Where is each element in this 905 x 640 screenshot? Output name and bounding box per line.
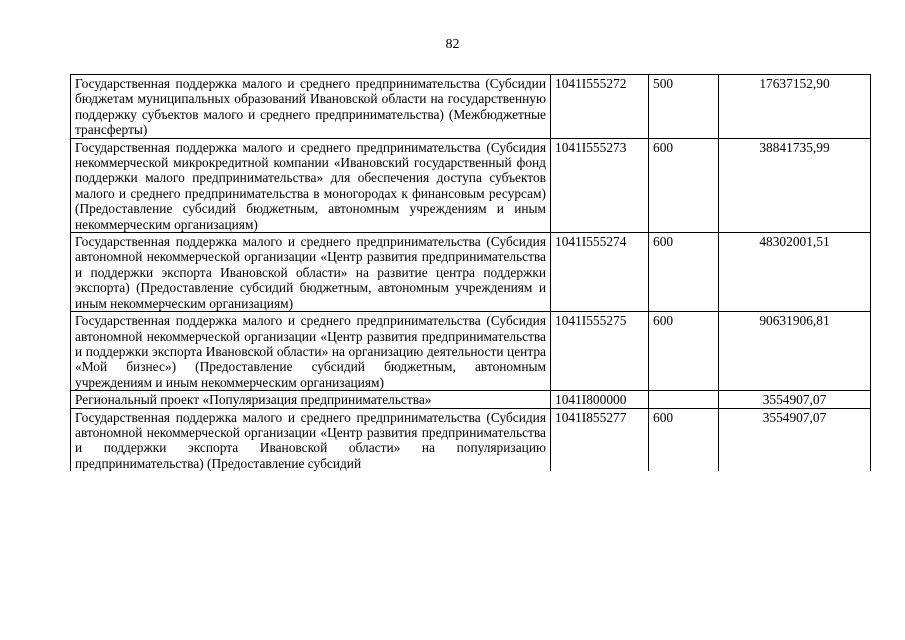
row-amount: 3554907,07 — [719, 408, 871, 471]
budget-table — [70, 74, 871, 471]
table-row — [71, 408, 871, 471]
row-expense-type: 600 — [649, 312, 719, 391]
row-amount: 48302001,51 — [719, 233, 871, 312]
row-code: 1041I800000 — [551, 391, 649, 408]
row-code: 1041I555273 — [551, 138, 649, 232]
row-expense-type: 500 — [649, 75, 719, 139]
row-amount: 90631906,81 — [719, 312, 871, 391]
row-name: Государственная поддержка малого и среднего предпринимательства (Субсидия автономной некоммерческой организации «Центр развития предпринимательства и поддержки экспорта Ивановской области» на организацию деятельности центра «Мой бизнес») (Предоставление субсидий бюджетным, автономным учреждениям и иным некоммерческим организациям) — [71, 312, 551, 391]
row-expense-type: 600 — [649, 408, 719, 471]
row-code: 1041I555272 — [551, 75, 649, 139]
page-number: 82 — [445, 37, 460, 52]
row-code: 1041I855277 — [551, 408, 649, 471]
row-name: Региональный проект «Популяризация предпринимательства» — [71, 391, 551, 408]
table-row — [71, 233, 871, 312]
row-expense-type: 600 — [649, 233, 719, 312]
table-row — [71, 138, 871, 232]
table-row — [71, 75, 871, 139]
row-name: Государственная поддержка малого и среднего предпринимательства (Субсидии бюджетам муниципальных образований Ивановской области на государственную поддержку субъектов малого и среднего предпринимательства) (Межбюджетные трансферты) — [71, 75, 551, 139]
row-name: Государственная поддержка малого и среднего предпринимательства (Субсидия автономной некоммерческой организации «Центр развития предпринимательства и поддержки экспорта Ивановской области» на развитие центра поддержки экспорта) (Предоставление субсидий бюджетным, автономным учреждениям и иным некоммерческим организациям) — [71, 233, 551, 312]
row-amount: 38841735,99 — [719, 138, 871, 232]
row-expense-type — [649, 391, 719, 408]
table-row — [71, 312, 871, 391]
row-expense-type: 600 — [649, 138, 719, 232]
row-name: Государственная поддержка малого и среднего предпринимательства (Субсидия некоммерческой микрокредитной компании «Ивановский государственный фонд поддержки малого предпринимательства» для обеспечения доступа субъектов малого и среднего предпринимательства в моногородах к финансовым ресурсам) (Предоставление субсидий бюджетным, автономным учреждениям и иным некоммерческим организациям) — [71, 138, 551, 232]
row-amount: 3554907,07 — [719, 391, 871, 408]
row-code: 1041I555275 — [551, 312, 649, 391]
row-amount: 17637152,90 — [719, 75, 871, 139]
table-row — [71, 391, 871, 408]
row-name: Государственная поддержка малого и среднего предпринимательства (Субсидия автономной некоммерческой организации «Центр развития предпринимательства и поддержки экспорта Ивановской области» на популяризацию предпринимательства) (Предоставление субсидий — [71, 408, 551, 471]
row-code: 1041I555274 — [551, 233, 649, 312]
